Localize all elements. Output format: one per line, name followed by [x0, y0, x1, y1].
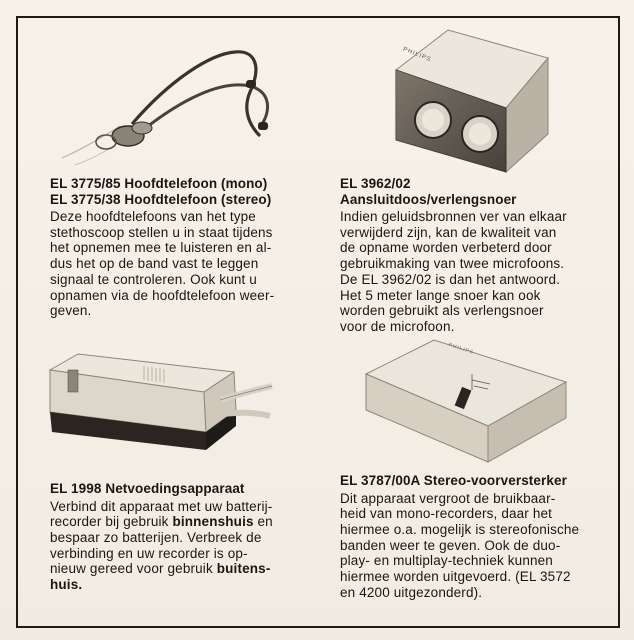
desc-line: [50, 561, 320, 577]
desc-bold-text: buitens-: [216, 561, 271, 577]
product-power-supply: [50, 481, 320, 593]
product-description: [340, 491, 610, 601]
product-connection-box: [340, 176, 610, 335]
product-description: [50, 209, 330, 319]
desc-line: [50, 514, 320, 530]
desc-line: [50, 499, 320, 515]
brand-label: PHILIPS: [447, 342, 475, 356]
product-headphone: [50, 176, 330, 319]
title-line-code: EL 3962/02: [340, 176, 411, 191]
headphone-photo: [50, 40, 310, 180]
product-title: [50, 176, 330, 207]
desc-line: Dit apparaat vergroot de bruikbaar-: [340, 490, 556, 506]
desc-line: De EL 3962/02 is dan het antwoord.: [340, 271, 560, 287]
title-line: EL 1998 Netvoedingsapparaat: [50, 481, 245, 496]
desc-line: gebruikmaking van twee microfoons.: [340, 256, 565, 272]
desc-text: Verbind dit apparaat met uw batterij-: [50, 498, 273, 514]
desc-line: stethoscoop stellen u in staat tijdens: [50, 224, 273, 240]
product-preamplifier: [340, 473, 610, 600]
product-description: [340, 209, 610, 335]
desc-text: recorder bij gebruik: [50, 514, 173, 530]
power-supply-icon: [44, 346, 274, 466]
desc-text: en: [253, 514, 273, 530]
title-line-mono: EL 3775/85 Hoofdtelefoon (mono): [50, 176, 268, 191]
desc-line: worden gebruikt als verlengsnoer: [340, 303, 544, 319]
desc-line: voor de microfoon.: [340, 318, 455, 334]
connection-box-photo: [388, 22, 558, 174]
product-title: [340, 473, 610, 489]
desc-line: Het 5 meter lange snoer kan ook: [340, 287, 541, 303]
brand-label: PHILIPS: [401, 46, 433, 64]
title-line-name: Aansluitdoos/verlengsnoer: [340, 191, 517, 207]
power-supply-photo: [44, 346, 274, 466]
desc-line: Indien geluidsbronnen ver van elkaar: [340, 209, 567, 224]
desc-line: signaal te controleren. Ook kunt u: [50, 271, 257, 287]
desc-line: Deze hoofdtelefoons van het type: [50, 209, 256, 224]
desc-line: heid van mono-recorders, daar het: [340, 506, 553, 522]
desc-line: de opname worden verbeterd door: [340, 240, 552, 256]
desc-line: en 4200 uitgezonderd).: [340, 584, 483, 600]
product-title: [340, 176, 610, 207]
preamplifier-photo: [362, 330, 574, 466]
stethoscope-headphone-icon: [50, 40, 310, 180]
title-line-stereo: EL 3775/38 Hoofdtelefoon (stereo): [50, 191, 272, 207]
title-line: EL 3787/00A Stereo-voorversterker: [340, 473, 567, 488]
connection-box-icon: [388, 22, 558, 174]
desc-bold-text: huis.: [50, 577, 83, 593]
desc-line: [50, 577, 320, 593]
desc-line: [50, 546, 320, 562]
desc-line: opnamen via de hoofdtelefoon weer-: [50, 287, 275, 303]
desc-line: play- en multiplay-techniek kunnen: [340, 553, 553, 569]
desc-line: [50, 530, 320, 546]
product-title: [50, 481, 320, 497]
desc-line: geven.: [50, 303, 92, 319]
desc-line: verwijderd zijn, kan de kwaliteit van: [340, 224, 557, 240]
desc-bold-text: binnenshuis: [172, 514, 254, 530]
desc-line: hiermee o.a. mogelijk is stereofonische: [340, 521, 580, 537]
desc-line: banden weer te geven. Ook de duo-: [340, 537, 561, 553]
desc-line: dus het op de band vast te leggen: [50, 256, 259, 272]
desc-text: nieuw gereed voor gebruik: [50, 561, 217, 577]
desc-line: het opnemen mee te luisteren en al-: [50, 240, 272, 256]
desc-line: hiermee worden uitgevoerd. (EL 3572: [340, 569, 571, 585]
product-description: [50, 499, 320, 593]
desc-text: bespaar zo batterijen. Verbreek de: [50, 529, 262, 545]
desc-text: verbinding en uw recorder is op-: [50, 545, 248, 561]
